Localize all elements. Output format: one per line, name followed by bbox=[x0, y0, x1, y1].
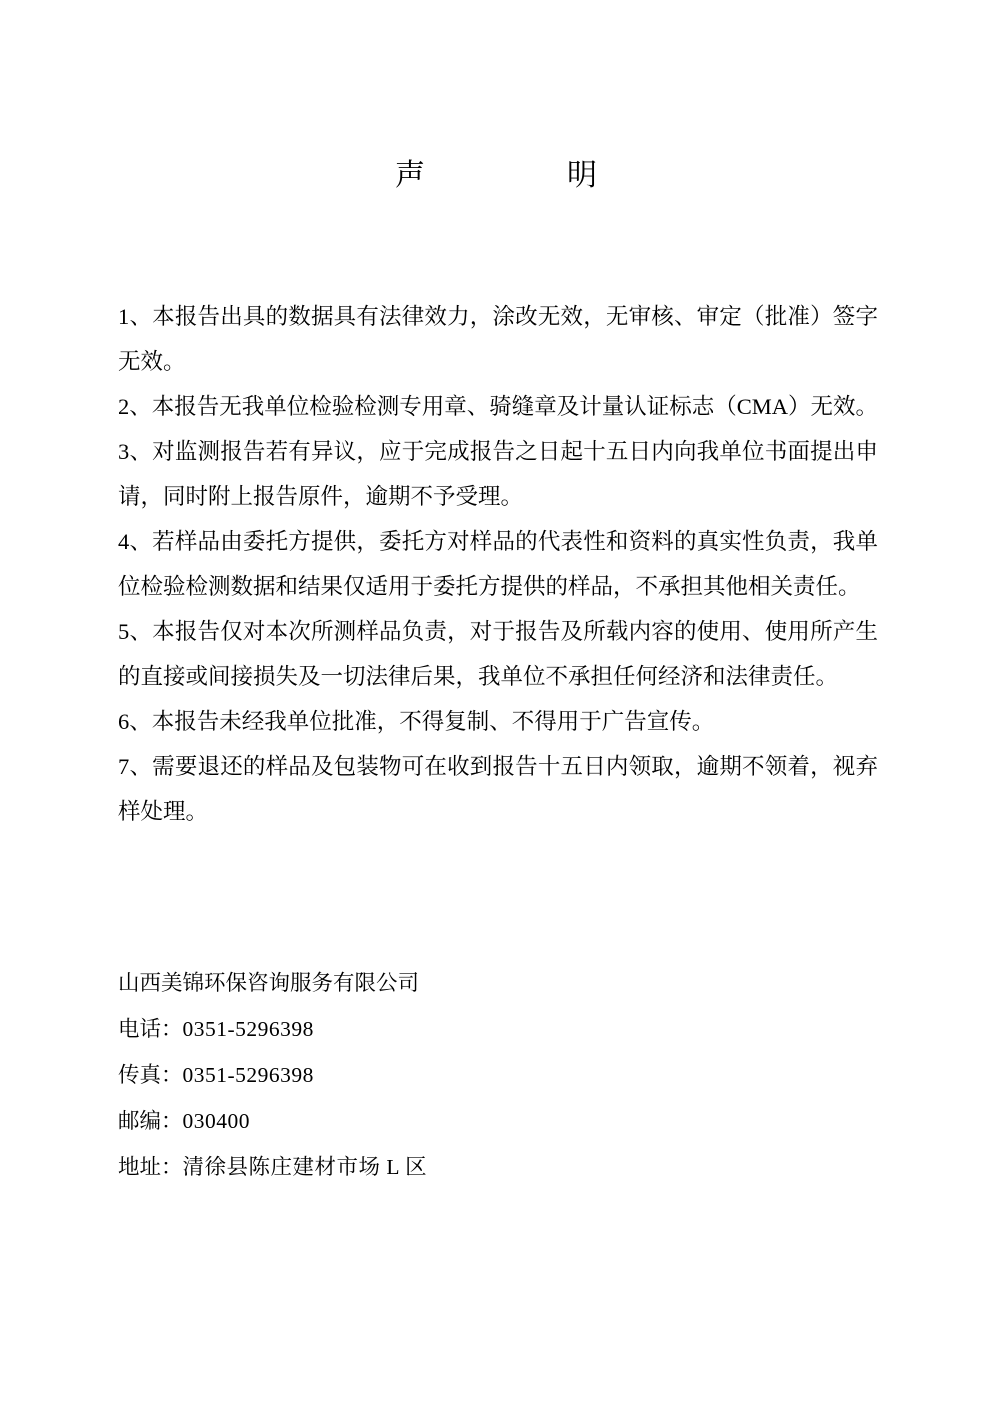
postcode-line bbox=[118, 1098, 878, 1144]
statement-item-4: 4、若样品由委托方提供，委托方对样品的代表性和资料的真实性负责，我单位检验检测数据和结果仅适用于委托方提供的样品，不承担其他相关责任。 bbox=[118, 529, 878, 599]
address-value: 清徐县陈庄建材市场 L 区 bbox=[182, 1155, 428, 1179]
postcode-label: 邮编： bbox=[118, 1109, 183, 1133]
statement-item-6: 6、本报告未经我单位批准，不得复制、不得用于广告宣传。 bbox=[118, 709, 715, 734]
statement-item-1: 1、本报告出具的数据具有法律效力，涂改无效，无审核、审定（批准）签字无效。 bbox=[118, 304, 878, 374]
fax-label: 传真： bbox=[118, 1063, 183, 1087]
postcode-value: 030400 bbox=[182, 1109, 251, 1133]
phone-line bbox=[118, 1006, 878, 1052]
statement-item-3: 3、对监测报告若有异议，应于完成报告之日起十五日内向我单位书面提出申请，同时附上报告原件，逾期不予受理。 bbox=[118, 439, 878, 509]
statement-item-7: 7、需要退还的样品及包装物可在收到报告十五日内领取，逾期不领着，视弃样处理。 bbox=[118, 754, 878, 824]
phone-label: 电话： bbox=[118, 1017, 183, 1041]
fax-value: 0351-5296398 bbox=[182, 1063, 314, 1087]
fax-line bbox=[118, 1052, 878, 1098]
phone-value: 0351-5296398 bbox=[182, 1017, 314, 1041]
contact-block bbox=[118, 960, 878, 1190]
company-name: 山西美锦环保咨询服务有限公司 bbox=[118, 971, 420, 995]
page-title-char-left: 声 bbox=[395, 159, 425, 192]
page-title-char-right: 明 bbox=[567, 159, 597, 192]
statements-list bbox=[118, 294, 878, 834]
address-label: 地址： bbox=[118, 1155, 183, 1179]
statement-item-5: 5、本报告仅对本次所测样品负责，对于报告及所载内容的使用、使用所产生的直接或间接损失及一切法律后果，我单位不承担任何经济和法律责任。 bbox=[118, 619, 878, 689]
statement-item-2: 2、本报告无我单位检验检测专用章、骑缝章及计量认证标志（CMA）无效。 bbox=[118, 394, 879, 419]
page-title bbox=[0, 0, 992, 194]
address-line bbox=[118, 1144, 878, 1190]
